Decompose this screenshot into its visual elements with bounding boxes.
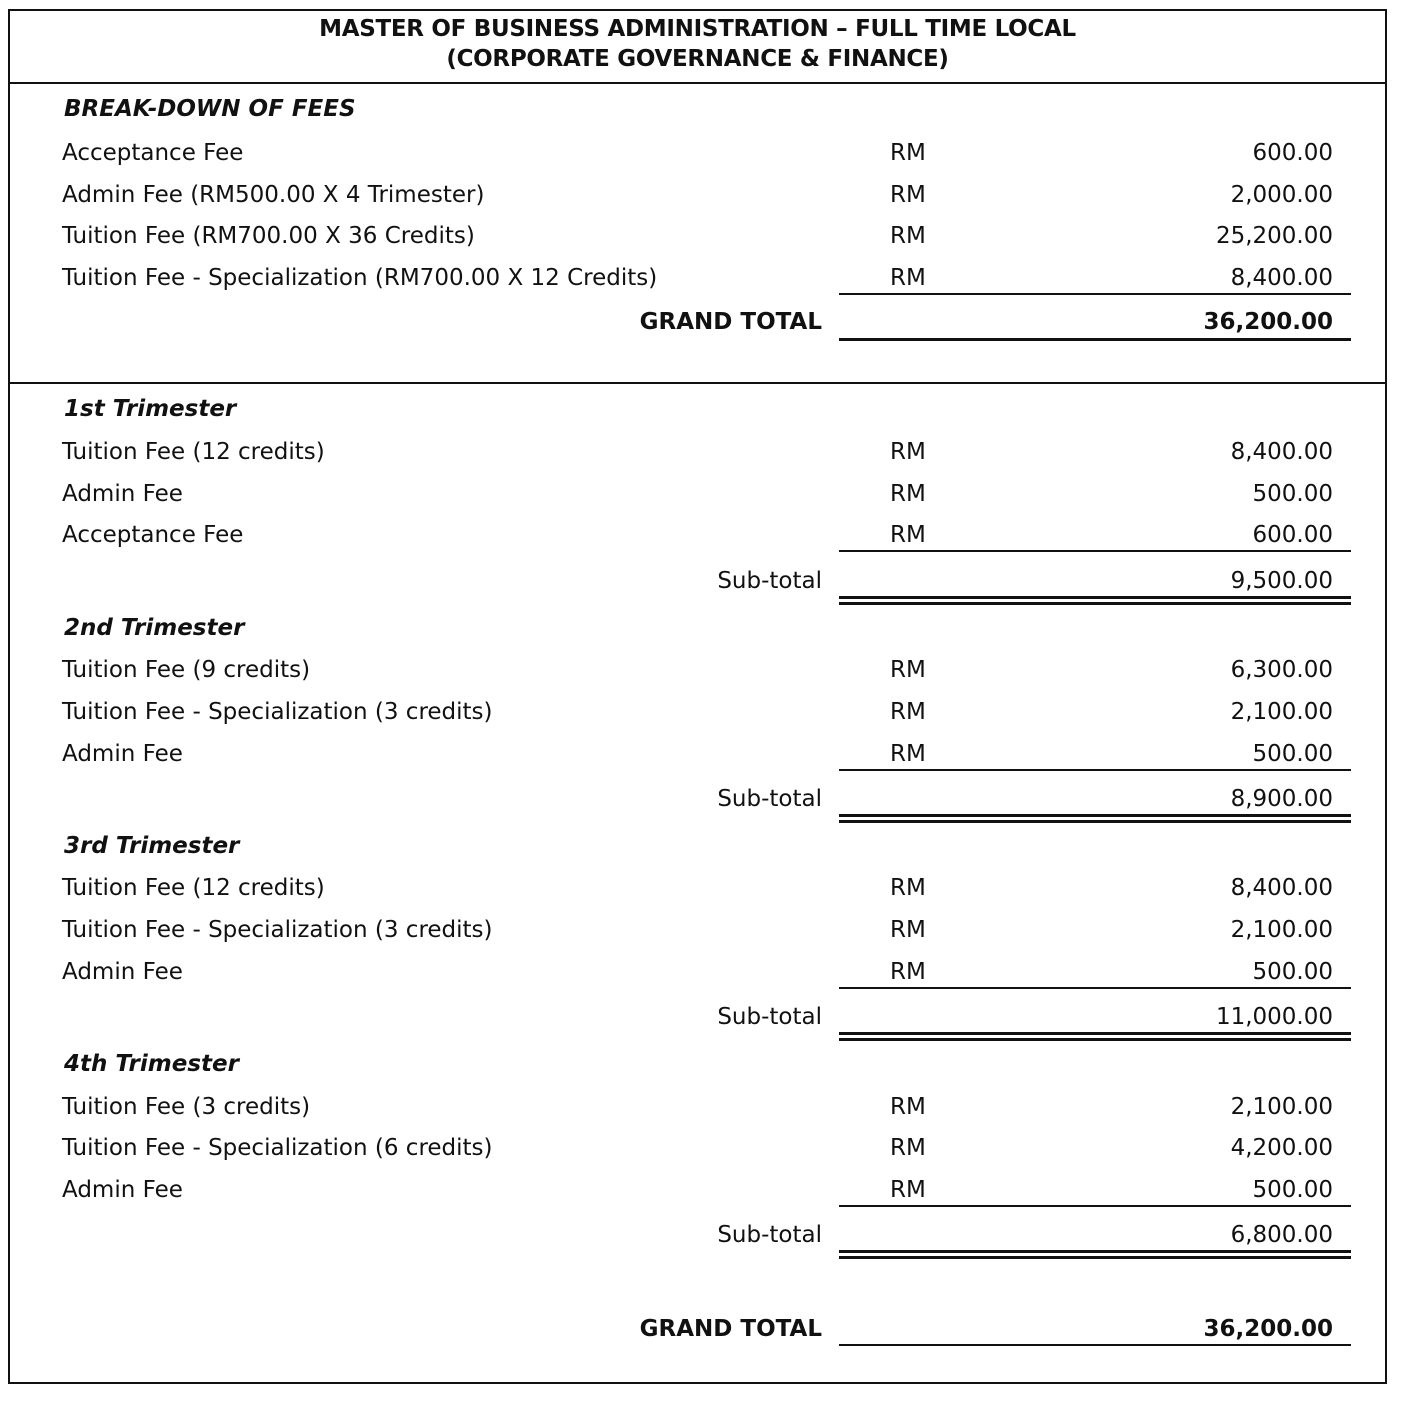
sum-rule xyxy=(839,1205,1351,1207)
item-amount: 500.00 xyxy=(1252,741,1333,767)
subtotal-double-rule xyxy=(839,596,1351,605)
currency: RM xyxy=(890,741,926,767)
breakdown-row xyxy=(10,265,1385,295)
trimester-row xyxy=(10,657,1385,687)
item-label: Tuition Fee (3 credits) xyxy=(62,1094,311,1120)
subtotal-double-rule xyxy=(839,814,1351,823)
trimester-heading: 2nd Trimester xyxy=(64,615,245,641)
item-label: Tuition Fee - Specialization (3 credits) xyxy=(62,699,493,725)
item-amount: 4,200.00 xyxy=(1230,1135,1333,1161)
item-label: Tuition Fee (12 credits) xyxy=(62,439,325,465)
currency: RM xyxy=(890,522,926,548)
item-label: Tuition Fee - Specialization (6 credits) xyxy=(62,1135,493,1161)
currency: RM xyxy=(890,1177,926,1203)
breakdown-row xyxy=(10,182,1385,212)
currency: RM xyxy=(890,265,926,291)
grand-total-amount: 36,200.00 xyxy=(1203,309,1333,335)
item-amount: 600.00 xyxy=(1252,140,1333,166)
currency: RM xyxy=(890,699,926,725)
item-amount: 8,400.00 xyxy=(1230,265,1333,291)
trimester-row xyxy=(10,875,1385,905)
item-label: Acceptance Fee xyxy=(62,140,244,166)
title-line-2: (CORPORATE GOVERNANCE & FINANCE) xyxy=(446,46,949,72)
item-amount: 25,200.00 xyxy=(1215,223,1333,249)
trimester-row xyxy=(10,481,1385,511)
currency: RM xyxy=(890,959,926,985)
trimester-row xyxy=(10,1135,1385,1165)
breakdown-heading: BREAK-DOWN OF FEES xyxy=(64,96,356,122)
fee-document xyxy=(8,9,1387,1384)
item-label: Tuition Fee (RM700.00 X 36 Credits) xyxy=(62,223,475,249)
trimester-row xyxy=(10,959,1385,989)
breakdown-section xyxy=(10,84,1385,384)
item-label: Admin Fee xyxy=(62,741,183,767)
item-amount: 500.00 xyxy=(1252,959,1333,985)
item-label: Tuition Fee - Specialization (RM700.00 X 12 Credits) xyxy=(62,265,658,291)
subtotal-double-rule xyxy=(839,1032,1351,1041)
item-amount: 500.00 xyxy=(1252,1177,1333,1203)
currency: RM xyxy=(890,657,926,683)
sum-rule xyxy=(839,769,1351,771)
trimester-row xyxy=(10,917,1385,947)
subtotal-label: Sub-total xyxy=(717,1004,822,1030)
final-grand-total-label: GRAND TOTAL xyxy=(639,1316,822,1342)
item-amount: 2,100.00 xyxy=(1230,917,1333,943)
trimester-row xyxy=(10,699,1385,729)
item-label: Tuition Fee - Specialization (3 credits) xyxy=(62,917,493,943)
item-amount: 6,300.00 xyxy=(1230,657,1333,683)
sum-rule xyxy=(839,550,1351,552)
title-line-1: MASTER OF BUSINESS ADMINISTRATION – FULL TIME LOCAL xyxy=(319,16,1076,42)
trimester-heading: 4th Trimester xyxy=(64,1051,239,1077)
grand-total-rule xyxy=(839,338,1351,341)
item-amount: 8,400.00 xyxy=(1230,439,1333,465)
currency: RM xyxy=(890,182,926,208)
item-label: Tuition Fee (12 credits) xyxy=(62,875,325,901)
subtotal-double-rule xyxy=(839,1250,1351,1259)
currency: RM xyxy=(890,439,926,465)
trimester-heading: 3rd Trimester xyxy=(64,833,240,859)
item-amount: 8,400.00 xyxy=(1230,875,1333,901)
currency: RM xyxy=(890,1094,926,1120)
item-label: Admin Fee (RM500.00 X 4 Trimester) xyxy=(62,182,485,208)
breakdown-row xyxy=(10,223,1385,253)
final-grand-total-rule xyxy=(839,1344,1351,1346)
item-label: Acceptance Fee xyxy=(62,522,244,548)
sum-rule xyxy=(839,987,1351,989)
item-amount: 500.00 xyxy=(1252,481,1333,507)
item-amount: 2,000.00 xyxy=(1230,182,1333,208)
subtotal-label: Sub-total xyxy=(717,568,822,594)
currency: RM xyxy=(890,223,926,249)
trimester-row xyxy=(10,522,1385,552)
subtotal-amount: 9,500.00 xyxy=(1230,568,1333,594)
grand-total-label: GRAND TOTAL xyxy=(639,309,822,335)
subtotal-amount: 8,900.00 xyxy=(1230,786,1333,812)
subtotal-amount: 6,800.00 xyxy=(1230,1222,1333,1248)
sum-rule xyxy=(839,293,1351,295)
subtotal-amount: 11,000.00 xyxy=(1215,1004,1333,1030)
subtotal-label: Sub-total xyxy=(717,1222,822,1248)
trimester-row xyxy=(10,1094,1385,1124)
trimester-row xyxy=(10,439,1385,469)
item-amount: 2,100.00 xyxy=(1230,1094,1333,1120)
trimester-heading: 1st Trimester xyxy=(64,396,237,422)
item-label: Tuition Fee (9 credits) xyxy=(62,657,311,683)
currency: RM xyxy=(890,1135,926,1161)
item-label: Admin Fee xyxy=(62,481,183,507)
subtotal-label: Sub-total xyxy=(717,786,822,812)
item-amount: 600.00 xyxy=(1252,522,1333,548)
currency: RM xyxy=(890,917,926,943)
currency: RM xyxy=(890,875,926,901)
trimester-row xyxy=(10,741,1385,771)
currency: RM xyxy=(890,481,926,507)
item-amount: 2,100.00 xyxy=(1230,699,1333,725)
breakdown-row xyxy=(10,140,1385,170)
item-label: Admin Fee xyxy=(62,1177,183,1203)
trimester-row xyxy=(10,1177,1385,1207)
currency: RM xyxy=(890,140,926,166)
item-label: Admin Fee xyxy=(62,959,183,985)
document-header xyxy=(10,11,1385,84)
final-grand-total-amount: 36,200.00 xyxy=(1203,1316,1333,1342)
